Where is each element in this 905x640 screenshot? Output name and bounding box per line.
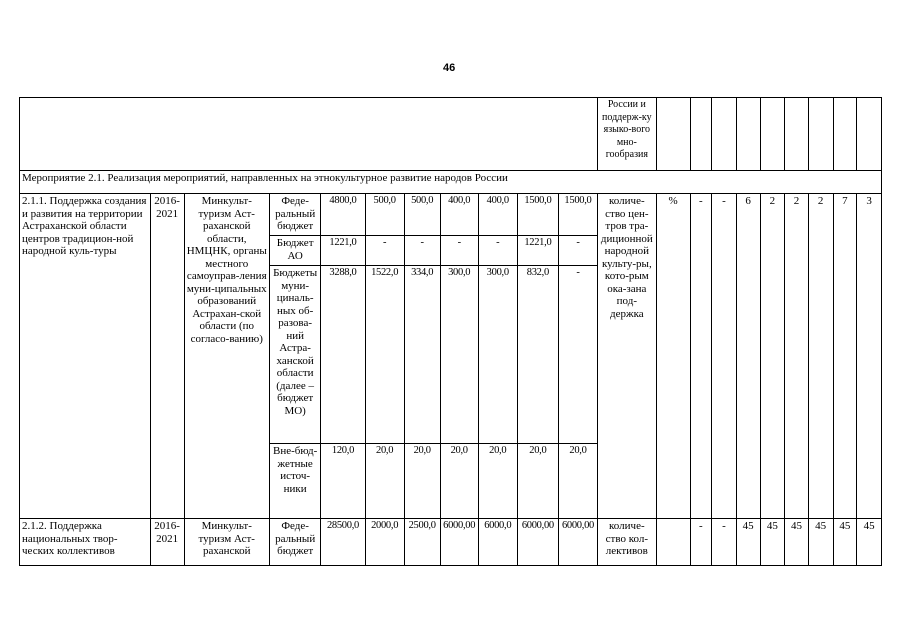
value-cell: 20,0 — [517, 444, 558, 519]
target-cell: - — [712, 519, 737, 566]
target-cell: 45 — [785, 519, 809, 566]
target-cell: 45 — [833, 519, 857, 566]
continuation-row — [20, 98, 882, 171]
value-cell: 334,0 — [404, 266, 440, 444]
value-cell: 300,0 — [478, 266, 517, 444]
target-cell: 2 — [785, 194, 809, 519]
funding-source: Бюджеты муни-циналь-ных об-разова-ний Астра-ханской области (далее – бюджет МО) — [269, 266, 320, 444]
target-cell: 6 — [736, 194, 760, 519]
value-cell: 1221,0 — [517, 236, 558, 266]
value-cell: 20,0 — [478, 444, 517, 519]
program-table — [19, 97, 882, 566]
table-row — [20, 194, 882, 236]
target-cell: 7 — [833, 194, 857, 519]
value-cell: 20,0 — [558, 444, 597, 519]
value-cell: 4800,0 — [321, 194, 365, 236]
value-cell: 6000,00 — [440, 519, 478, 566]
executor: Минкульт-туризм Аст-раханской — [184, 519, 269, 566]
period: 2016-2021 — [150, 519, 184, 566]
value-cell: - — [365, 236, 404, 266]
table-row — [20, 519, 882, 566]
value-cell: - — [440, 236, 478, 266]
value-cell: 6000,00 — [558, 519, 597, 566]
indicator: количе-ство кол-лективов — [598, 519, 657, 566]
value-cell: - — [478, 236, 517, 266]
funding-source: Вне-бюд-жетные источ-ники — [269, 444, 320, 519]
unit — [656, 519, 690, 566]
value-cell: 20,0 — [440, 444, 478, 519]
activity-name: 2.1.2. Поддержка национальных твор-ческих коллективов — [20, 519, 151, 566]
value-cell: 400,0 — [440, 194, 478, 236]
value-cell: 20,0 — [404, 444, 440, 519]
target-cell: 45 — [736, 519, 760, 566]
value-cell: 6000,00 — [517, 519, 558, 566]
target-cell: 2 — [808, 194, 833, 519]
value-cell: 300,0 — [440, 266, 478, 444]
period: 2016-2021 — [150, 194, 184, 519]
indicator: количе-ство цен-тров тра-диционной народной культу-ры, кото-рым ока-зана под-держка — [598, 194, 657, 519]
value-cell: 1500,0 — [558, 194, 597, 236]
funding-source: Феде-ральный бюджет — [269, 519, 320, 566]
target-cell: 45 — [857, 519, 882, 566]
funding-source: Бюджет АО — [269, 236, 320, 266]
page-number: 46 — [443, 62, 456, 74]
value-cell: 1221,0 — [321, 236, 365, 266]
value-cell: 2500,0 — [404, 519, 440, 566]
value-cell: - — [558, 236, 597, 266]
target-cell: 45 — [760, 519, 785, 566]
value-cell: 1500,0 — [517, 194, 558, 236]
value-cell: 28500,0 — [321, 519, 365, 566]
value-cell: 500,0 — [404, 194, 440, 236]
value-cell: - — [404, 236, 440, 266]
target-cell: 2 — [760, 194, 785, 519]
value-cell: 500,0 — [365, 194, 404, 236]
value-cell: 400,0 — [478, 194, 517, 236]
value-cell: - — [558, 266, 597, 444]
value-cell: 3288,0 — [321, 266, 365, 444]
value-cell: 832,0 — [517, 266, 558, 444]
indicator-cell: России и поддерж-ку языко-вого мно-гообразия — [598, 98, 657, 171]
activity-name: 2.1.1. Поддержка создания и развития на территории Астраханской области центров традицион-ной народной куль-туры — [20, 194, 151, 519]
section-header: Мероприятие 2.1. Реализация мероприятий, направленных на этнокультурное развитие народов России — [20, 171, 882, 194]
executor: Минкульт-туризм Аст-раханской области, НМЦНК, органы местного самоуправ-ления муни-ципальных образований Астрахан-ской области (по согласо-ванию) — [184, 194, 269, 519]
target-cell: - — [690, 519, 712, 566]
value-cell: 2000,0 — [365, 519, 404, 566]
value-cell: 20,0 — [365, 444, 404, 519]
target-cell: 3 — [857, 194, 882, 519]
value-cell: 1522,0 — [365, 266, 404, 444]
target-cell: - — [690, 194, 712, 519]
value-cell: 120,0 — [321, 444, 365, 519]
value-cell: 6000,0 — [478, 519, 517, 566]
target-cell: - — [712, 194, 737, 519]
unit: % — [656, 194, 690, 519]
target-cell: 45 — [808, 519, 833, 566]
funding-source: Феде-ральный бюджет — [269, 194, 320, 236]
